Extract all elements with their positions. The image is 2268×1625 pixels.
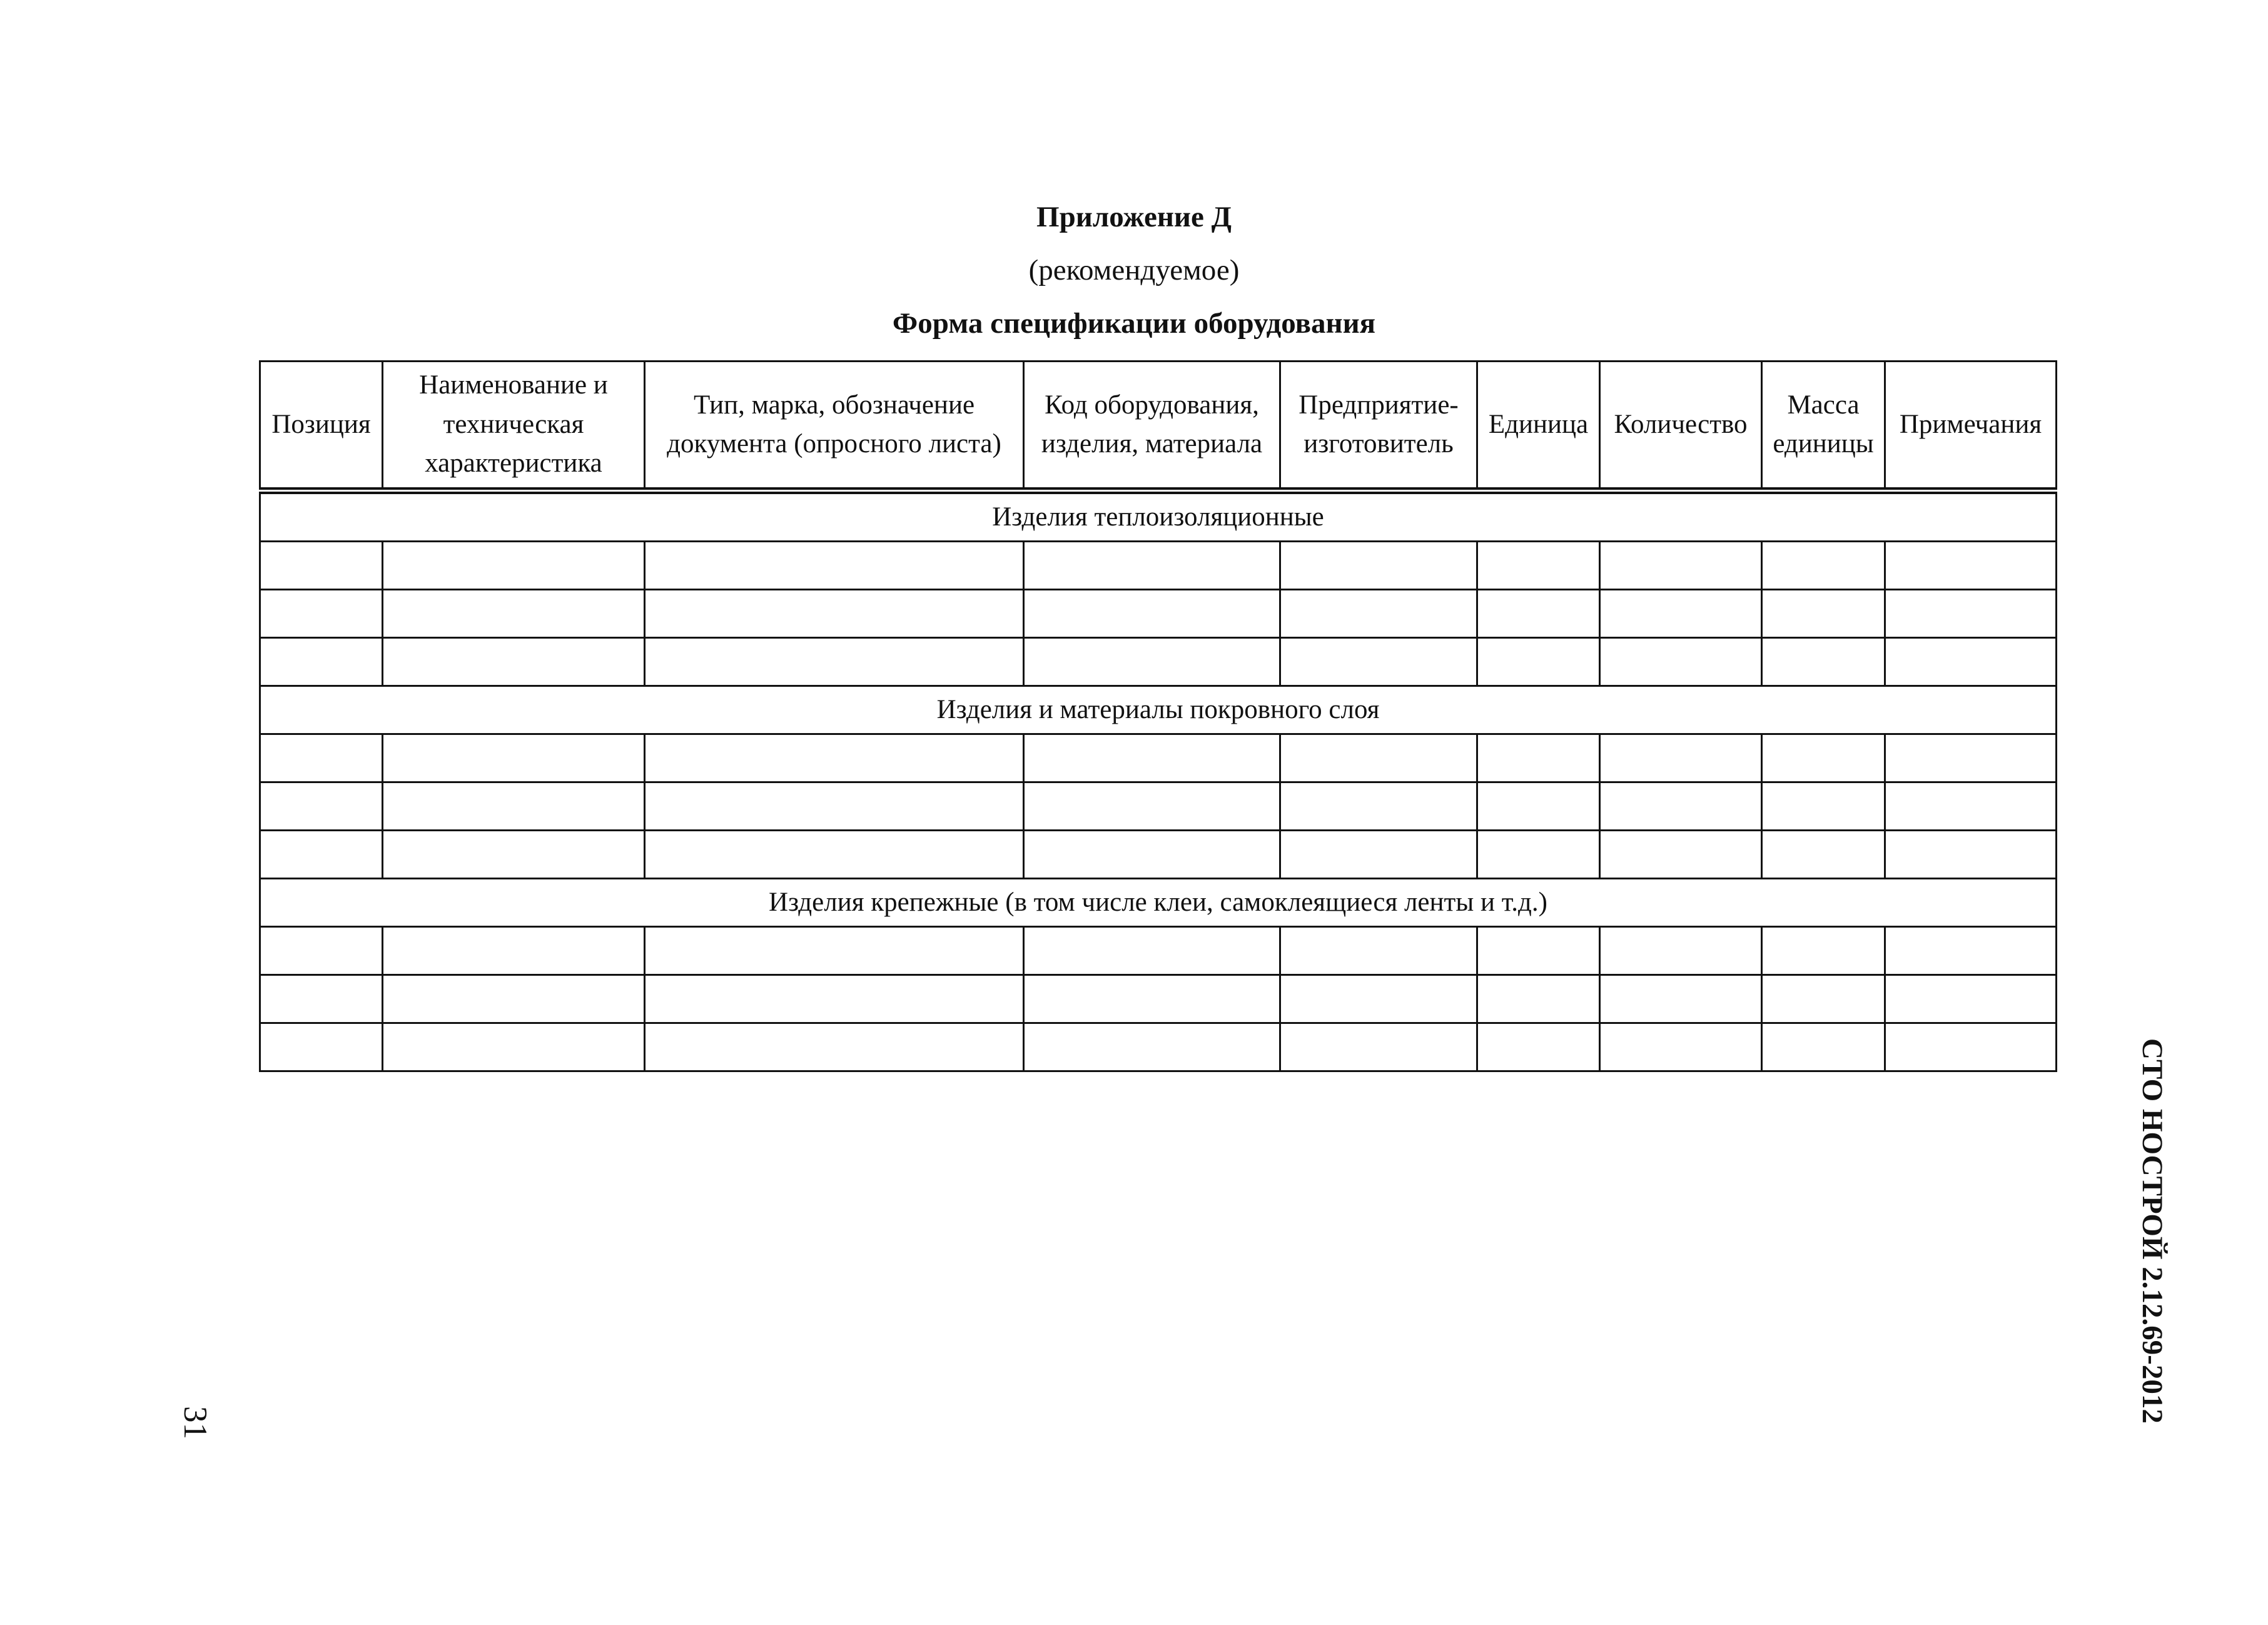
table-cell: [1762, 927, 1885, 975]
table-cell: [645, 927, 1024, 975]
table-cell: [260, 638, 383, 686]
header-position: Позиция: [260, 362, 383, 491]
table-cell: [1280, 734, 1477, 782]
table-cell: [260, 831, 383, 879]
table-header-row: [260, 362, 2057, 491]
table-cell: [1762, 782, 1885, 831]
header-manufacturer: Предприятие-изготовитель: [1280, 362, 1477, 491]
page-number: 31: [177, 1406, 213, 1439]
table-cell: [1280, 1023, 1477, 1071]
section-row: [260, 686, 2057, 734]
table-cell: [1477, 975, 1600, 1023]
table-row: [260, 782, 2057, 831]
table-cell: [1024, 734, 1280, 782]
table-cell: [1762, 590, 1885, 638]
header-name-characteristics: Наименование и техническая характеристика: [383, 362, 645, 491]
table-cell: [383, 542, 645, 590]
table-row: [260, 590, 2057, 638]
section-row: [260, 491, 2057, 542]
table-cell: [1600, 734, 1762, 782]
section-row: [260, 879, 2057, 927]
section-title: Изделия крепежные (в том числе клеи, самоклеящиеся ленты и т.д.): [260, 879, 2057, 927]
table-cell: [383, 927, 645, 975]
header-type-brand-document: Тип, марка, обозначение документа (опросного листа): [645, 362, 1024, 491]
table-cell: [1280, 975, 1477, 1023]
table-row: [260, 638, 2057, 686]
table-row: [260, 734, 2057, 782]
header-unit: Единица: [1477, 362, 1600, 491]
equipment-specification-table: [259, 360, 2057, 1072]
table-cell: [383, 1023, 645, 1071]
appendix-status: (рекомендуемое): [1028, 254, 1240, 286]
table-cell: [1280, 542, 1477, 590]
table-cell: [645, 782, 1024, 831]
table-cell: [1885, 1023, 2057, 1071]
table-cell: [1024, 638, 1280, 686]
table-cell: [1885, 831, 2057, 879]
table-cell: [260, 542, 383, 590]
table-cell: [1477, 542, 1600, 590]
table-row: [260, 927, 2057, 975]
table-cell: [1762, 831, 1885, 879]
table-cell: [1762, 975, 1885, 1023]
table-cell: [1024, 590, 1280, 638]
table-cell: [1885, 542, 2057, 590]
table-cell: [1600, 927, 1762, 975]
table-cell: [1477, 734, 1600, 782]
header-quantity: Количество: [1600, 362, 1762, 491]
table-cell: [1885, 590, 2057, 638]
table-cell: [645, 975, 1024, 1023]
table-cell: [645, 638, 1024, 686]
section-title: Изделия теплоизоляционные: [260, 491, 2057, 542]
appendix-title: Приложение Д: [1036, 201, 1232, 233]
table-cell: [260, 734, 383, 782]
table-cell: [1280, 590, 1477, 638]
table-cell: [645, 831, 1024, 879]
section-title: Изделия и материалы покровного слоя: [260, 686, 2057, 734]
table-row: [260, 1023, 2057, 1071]
table-cell: [1477, 927, 1600, 975]
table-cell: [1600, 782, 1762, 831]
table-cell: [260, 1023, 383, 1071]
table-cell: [1762, 638, 1885, 686]
table-cell: [1762, 542, 1885, 590]
table-cell: [1024, 975, 1280, 1023]
table-cell: [1280, 638, 1477, 686]
table-cell: [1885, 638, 2057, 686]
table-cell: [383, 831, 645, 879]
table-cell: [1762, 734, 1885, 782]
table-cell: [1600, 590, 1762, 638]
table-cell: [645, 1023, 1024, 1071]
table-cell: [260, 927, 383, 975]
table-cell: [383, 975, 645, 1023]
header-equipment-code: Код оборудования, изделия, материала: [1024, 362, 1280, 491]
table-cell: [1885, 927, 2057, 975]
form-title: Форма спецификации оборудования: [892, 307, 1376, 340]
table-row: [260, 831, 2057, 879]
table-cell: [383, 590, 645, 638]
table-cell: [645, 542, 1024, 590]
table-cell: [1477, 590, 1600, 638]
table-cell: [1885, 734, 2057, 782]
table-cell: [1477, 831, 1600, 879]
standard-code: СТО НОСТРОЙ 2.12.69-2012: [2136, 1038, 2169, 1424]
table-cell: [260, 975, 383, 1023]
table-cell: [1600, 542, 1762, 590]
table-cell: [260, 590, 383, 638]
table-cell: [1477, 1023, 1600, 1071]
table-cell: [1600, 831, 1762, 879]
table-cell: [1024, 831, 1280, 879]
table-row: [260, 975, 2057, 1023]
table-cell: [1600, 975, 1762, 1023]
table-cell: [260, 782, 383, 831]
table-cell: [383, 638, 645, 686]
table-cell: [1024, 927, 1280, 975]
table-cell: [1477, 638, 1600, 686]
header-unit-mass: Масса единицы: [1762, 362, 1885, 491]
header-notes: Примечания: [1885, 362, 2057, 491]
table-cell: [383, 782, 645, 831]
table-cell: [1280, 782, 1477, 831]
table-cell: [1024, 542, 1280, 590]
table-cell: [1600, 1023, 1762, 1071]
table-cell: [645, 734, 1024, 782]
table-cell: [1885, 975, 2057, 1023]
table-cell: [1600, 638, 1762, 686]
table-cell: [1280, 831, 1477, 879]
table-cell: [383, 734, 645, 782]
table-cell: [1280, 927, 1477, 975]
table-row: [260, 542, 2057, 590]
table-cell: [1762, 1023, 1885, 1071]
table-cell: [1477, 782, 1600, 831]
table-cell: [1885, 782, 2057, 831]
table-cell: [645, 590, 1024, 638]
table-cell: [1024, 1023, 1280, 1071]
table-cell: [1024, 782, 1280, 831]
